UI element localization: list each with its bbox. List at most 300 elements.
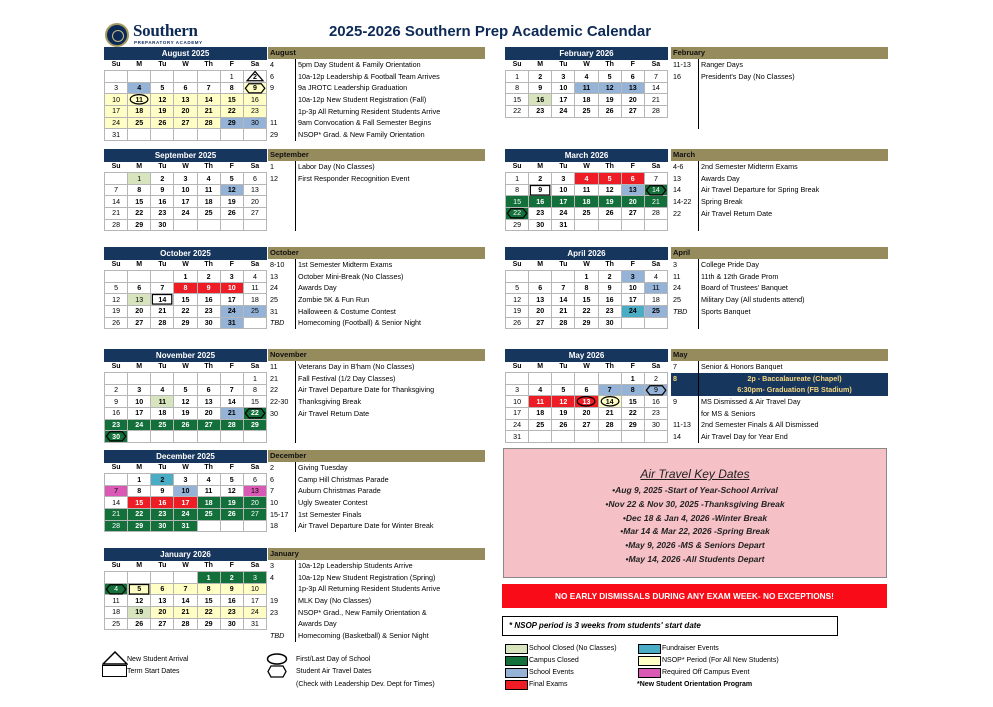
day-cell: 15	[220, 94, 243, 106]
legend-label: Fundraiser Events	[662, 645, 719, 652]
legend-label: NSOP* Period (For All New Students)	[662, 657, 779, 664]
event-row	[268, 431, 485, 443]
day-cell: 21	[552, 306, 575, 318]
empty-cell	[197, 431, 220, 443]
day-cell: 30	[151, 520, 174, 532]
events-month-header: September	[268, 149, 485, 161]
month-events	[268, 149, 485, 231]
day-cell: 14	[598, 396, 621, 408]
event-text: Air Travel Return Date	[698, 208, 888, 220]
weekday-label: Su	[512, 61, 522, 69]
month-title: October 2025	[104, 247, 267, 260]
event-date: 8-10	[270, 260, 285, 269]
day-cell: 24	[621, 306, 644, 318]
day-cell: 27	[174, 117, 197, 129]
event-text: Senior & Honors Banquet	[698, 361, 888, 373]
day-cell: 18	[151, 408, 174, 420]
day-cell: 11	[644, 282, 667, 294]
day-cell: 28	[197, 117, 220, 129]
day-cell: 29	[575, 317, 598, 329]
day-cell: 1	[128, 173, 151, 185]
day-cell: 28	[174, 618, 197, 630]
day-cell: 30	[151, 219, 174, 231]
page-title: 2025-2026 Southern Prep Academic Calendar	[328, 23, 652, 40]
weekday-label: Su	[111, 464, 121, 472]
day-cell: 31	[552, 219, 575, 231]
event-date: TBD	[270, 318, 285, 328]
day-cell: 28	[151, 317, 174, 329]
month-title: August 2025	[104, 47, 267, 60]
day-cell: 4	[575, 173, 598, 185]
day-cell: 1	[174, 271, 197, 283]
day-cell: 6	[174, 82, 197, 94]
day-cell: 10	[174, 184, 197, 196]
day-cell: 26	[598, 208, 621, 220]
day-cell: 3	[220, 271, 243, 283]
day-cell: 28	[105, 520, 128, 532]
event-date	[268, 94, 295, 106]
day-cell: 9	[197, 282, 220, 294]
event-row	[671, 271, 888, 283]
day-cell: 26	[105, 317, 128, 329]
day-cell: 29	[128, 520, 151, 532]
empty-cell	[105, 474, 128, 486]
weekday-label: W	[182, 261, 189, 269]
weekday-label: Sa	[250, 464, 260, 472]
triangle-icon	[102, 651, 128, 665]
day-cell: 6	[529, 282, 552, 294]
day-cell: 2	[151, 173, 174, 185]
day-cell: 15	[243, 396, 266, 408]
day-cell: 13	[621, 82, 644, 94]
school-logo	[105, 23, 225, 47]
month-grid	[104, 362, 267, 443]
day-cell: 30	[529, 219, 552, 231]
event-text: 10a-12p Leadership & Football Team Arrives	[295, 71, 485, 83]
day-cell: 24	[220, 306, 243, 318]
day-cell: 23	[151, 509, 174, 521]
legend-swatch	[505, 680, 528, 690]
event-text: 1st Semester Finals	[295, 509, 485, 521]
empty-cell	[128, 129, 151, 141]
day-cell: 13	[151, 595, 174, 607]
day-cell: 24	[552, 208, 575, 220]
event-date	[671, 94, 698, 106]
day-cell: 18	[575, 94, 598, 106]
event-row	[268, 419, 485, 431]
weekday-label: F	[229, 61, 234, 69]
day-cell: 14	[644, 82, 667, 94]
event-date: 13	[673, 173, 681, 183]
day-cell: 8	[128, 485, 151, 497]
empty-cell	[552, 271, 575, 283]
day-cell: 22	[621, 408, 644, 420]
day-cell: 27	[621, 106, 644, 118]
empty-cell	[220, 431, 243, 443]
event-date: 14	[673, 185, 681, 195]
day-cell: 1	[197, 572, 220, 584]
event-text	[698, 317, 888, 329]
event-row	[268, 520, 485, 532]
day-cell: 25	[575, 106, 598, 118]
event-text: President's Day (No Classes)	[698, 71, 888, 83]
empty-cell	[197, 373, 220, 385]
event-row	[268, 595, 485, 607]
day-cell: 5	[220, 173, 243, 185]
empty-cell	[621, 431, 644, 443]
month-calendar	[104, 450, 267, 532]
month-title: December 2025	[104, 450, 267, 463]
empty-cell	[105, 572, 128, 584]
month-calendar	[104, 247, 267, 329]
day-cell: 6	[197, 384, 220, 396]
circle-icon	[575, 396, 597, 407]
event-text: MS Dismissed & Air Travel Day	[698, 396, 888, 408]
event-date: 10	[270, 498, 278, 508]
day-cell: 30	[220, 618, 243, 630]
month-grid	[104, 162, 267, 231]
empty-cell	[128, 71, 151, 83]
day-cell: 1	[128, 474, 151, 486]
day-cell: 23	[644, 408, 667, 420]
day-cell: 6	[243, 173, 266, 185]
events-month-header: December	[268, 450, 485, 462]
day-cell: 27	[197, 419, 220, 431]
day-cell: 2	[529, 173, 552, 185]
day-cell: 5	[598, 173, 621, 185]
empty-cell	[506, 271, 529, 283]
empty-cell	[529, 373, 552, 385]
day-cell: 25	[128, 117, 151, 129]
event-text: College Pride Day	[698, 259, 888, 271]
day-cell: 3	[174, 474, 197, 486]
day-cell: 19	[220, 497, 243, 509]
day-cell: 14	[174, 595, 197, 607]
day-cell: 17	[552, 196, 575, 208]
day-cell: 20	[243, 196, 266, 208]
weekday-label: M	[537, 61, 544, 69]
event-row	[268, 306, 485, 318]
day-cell: 22	[506, 106, 529, 118]
day-cell: 13	[197, 396, 220, 408]
day-cell: 2	[598, 271, 621, 283]
day-cell: 14	[644, 184, 667, 196]
empty-cell	[644, 317, 667, 329]
day-cell: 19	[598, 196, 621, 208]
event-text: Giving Tuesday	[295, 462, 485, 474]
day-cell: 7	[105, 184, 128, 196]
hexagon-icon	[645, 385, 667, 396]
weekday-label: Th	[204, 562, 213, 570]
day-cell: 11	[197, 184, 220, 196]
event-row	[268, 59, 485, 71]
event-date: 23	[270, 607, 278, 617]
weekday-label: W	[182, 464, 189, 472]
legend-label: Required Off Campus Event	[662, 669, 750, 676]
day-cell: 18	[243, 294, 266, 306]
event-row	[671, 196, 888, 208]
day-cell: 23	[105, 419, 128, 431]
event-row	[268, 184, 485, 196]
key-air-travel: Student Air Travel Dates	[296, 668, 372, 675]
month-grid	[505, 162, 668, 231]
event-date: 31	[270, 306, 278, 316]
weekday-label: Tu	[559, 261, 568, 269]
hexagon-icon	[105, 584, 127, 595]
event-row	[671, 419, 888, 431]
empty-cell	[197, 129, 220, 141]
day-cell: 24	[506, 419, 529, 431]
empty-cell	[575, 219, 598, 231]
day-cell: 23	[598, 306, 621, 318]
day-cell: 21	[197, 106, 220, 118]
empty-cell	[197, 219, 220, 231]
weekday-label: Su	[512, 363, 522, 371]
event-row	[671, 317, 888, 329]
event-date: 21	[270, 373, 278, 383]
event-row	[671, 208, 888, 220]
event-date: 22-30	[270, 397, 289, 407]
day-cell: 24	[174, 208, 197, 220]
event-text: 2p - Baccalaureate (Chapel)	[698, 373, 888, 385]
weekday-label: Tu	[158, 163, 167, 171]
event-text: Spring Break	[698, 196, 888, 208]
day-cell: 4	[529, 384, 552, 396]
day-cell: 10	[506, 396, 529, 408]
month-title: February 2026	[505, 47, 668, 60]
weekday-label: Th	[605, 61, 614, 69]
empty-cell	[529, 271, 552, 283]
day-cell: 13	[243, 184, 266, 196]
month-calendar	[104, 349, 267, 443]
event-row	[268, 583, 485, 595]
day-cell: 5	[506, 282, 529, 294]
day-cell: 13	[621, 184, 644, 196]
empty-cell	[197, 520, 220, 532]
event-row	[671, 408, 888, 420]
day-cell: 10	[220, 282, 243, 294]
events-month-header: October	[268, 247, 485, 259]
day-cell: 17	[174, 497, 197, 509]
empty-cell	[243, 520, 266, 532]
event-text: 1st Semester Midterm Exams	[295, 259, 485, 271]
day-cell: 16	[151, 497, 174, 509]
day-cell: 20	[243, 497, 266, 509]
event-date: 22	[270, 385, 278, 395]
day-cell: 11	[105, 595, 128, 607]
day-cell: 21	[644, 196, 667, 208]
day-cell: 22	[128, 509, 151, 521]
event-row	[268, 485, 485, 497]
events-month-header: February	[671, 47, 888, 59]
day-cell: 7	[644, 71, 667, 83]
weekday-label: Su	[111, 163, 121, 171]
event-date: 13	[270, 271, 278, 281]
day-cell: 27	[243, 509, 266, 521]
event-text: 10a-12p New Student Registration (Fall)	[295, 94, 485, 106]
day-cell: 8	[197, 583, 220, 595]
event-date	[268, 419, 295, 431]
day-cell: 29	[197, 618, 220, 630]
day-cell: 25	[529, 419, 552, 431]
event-date: 7	[673, 362, 677, 371]
day-cell: 19	[552, 408, 575, 420]
weekday-label: F	[630, 61, 635, 69]
day-cell: 29	[220, 117, 243, 129]
events-month-header: April	[671, 247, 888, 259]
month-calendar	[505, 47, 668, 118]
event-row	[671, 161, 888, 173]
day-cell: 26	[552, 419, 575, 431]
empty-cell	[220, 219, 243, 231]
day-cell: 16	[105, 408, 128, 420]
weekday-label: M	[136, 363, 143, 371]
event-text: 6:30pm- Graduation (FB Stadium)	[698, 384, 888, 396]
day-cell: 20	[575, 408, 598, 420]
day-cell: 4	[105, 583, 128, 595]
day-cell: 20	[621, 94, 644, 106]
empty-cell	[598, 219, 621, 231]
day-cell: 14	[220, 396, 243, 408]
day-cell: 3	[105, 82, 128, 94]
event-date: 12	[270, 173, 278, 183]
weekday-label: Tu	[559, 363, 568, 371]
empty-cell	[128, 373, 151, 385]
key-first-last: First/Last Day of School	[296, 656, 371, 663]
day-cell: 5	[220, 474, 243, 486]
day-cell: 7	[105, 485, 128, 497]
event-row	[671, 173, 888, 185]
month-events	[671, 349, 888, 443]
empty-cell	[506, 373, 529, 385]
day-cell: 5	[105, 282, 128, 294]
day-cell: 5	[552, 384, 575, 396]
event-text: Air Travel Departure Date for Thanksgiving	[295, 384, 485, 396]
day-cell: 4	[151, 384, 174, 396]
day-cell: 29	[174, 317, 197, 329]
day-cell: 21	[105, 509, 128, 521]
day-cell: 16	[529, 196, 552, 208]
day-cell: 22	[128, 208, 151, 220]
legend-label: *New Student Orientation Program	[637, 681, 753, 688]
weekday-label: M	[136, 261, 143, 269]
day-cell: 14	[105, 497, 128, 509]
event-date	[268, 196, 295, 208]
month-grid	[505, 362, 668, 443]
day-cell: 4	[128, 82, 151, 94]
day-cell: 24	[105, 117, 128, 129]
day-cell: 6	[575, 384, 598, 396]
weekday-label: Su	[111, 61, 121, 69]
weekday-label: Su	[512, 261, 522, 269]
event-text: First Responder Recognition Event	[295, 173, 485, 185]
event-row	[671, 219, 888, 231]
event-date: 9	[270, 83, 274, 93]
legend-swatch	[638, 644, 661, 654]
day-cell: 26	[151, 117, 174, 129]
event-date: 14	[673, 432, 681, 442]
day-cell: 27	[529, 317, 552, 329]
weekday-label: Th	[605, 163, 614, 171]
month-title: January 2026	[104, 548, 267, 561]
weekday-label: F	[229, 261, 234, 269]
day-cell: 15	[174, 294, 197, 306]
weekday-label: Tu	[158, 363, 167, 371]
event-row	[268, 317, 485, 329]
day-cell: 18	[529, 408, 552, 420]
day-cell: 24	[128, 419, 151, 431]
day-cell: 23	[220, 607, 243, 619]
month-events	[268, 349, 485, 443]
day-cell: 27	[128, 317, 151, 329]
day-cell: 23	[529, 106, 552, 118]
event-date	[268, 208, 295, 220]
box-icon	[102, 665, 127, 677]
day-cell: 12	[105, 294, 128, 306]
box-icon	[529, 185, 551, 196]
event-row	[268, 462, 485, 474]
event-text	[698, 94, 888, 106]
day-cell: 27	[243, 208, 266, 220]
day-cell: 30	[105, 431, 128, 443]
event-date: 3	[673, 260, 677, 269]
day-cell: 26	[598, 106, 621, 118]
day-cell: 31	[506, 431, 529, 443]
event-row	[268, 208, 485, 220]
air-travel-item: •May 14, 2026 -All Students Depart	[625, 553, 765, 564]
event-row	[671, 184, 888, 196]
day-cell: 13	[174, 94, 197, 106]
weekday-label: Sa	[250, 163, 260, 171]
empty-cell	[151, 271, 174, 283]
weekday-label: F	[229, 163, 234, 171]
event-date: 11	[270, 362, 278, 371]
event-date: 4	[270, 60, 274, 69]
day-cell: 21	[598, 408, 621, 420]
month-events	[671, 247, 888, 329]
day-cell: 31	[243, 618, 266, 630]
weekday-label: Th	[204, 464, 213, 472]
event-text: Ugly Sweater Contest	[295, 497, 485, 509]
weekday-label: Sa	[651, 261, 661, 269]
day-cell: 9	[151, 485, 174, 497]
event-text: Halloween & Costume Contest	[295, 306, 485, 318]
weekday-label: F	[630, 363, 635, 371]
event-text: Board of Trustees' Banquet	[698, 282, 888, 294]
day-cell: 25	[243, 306, 266, 318]
day-cell: 15	[128, 196, 151, 208]
day-cell: 16	[243, 94, 266, 106]
event-row	[268, 560, 485, 572]
legend-label: Final Exams	[529, 681, 568, 688]
weekday-label: Tu	[158, 562, 167, 570]
nsop-note: * NSOP period is 3 weeks from students' start date	[502, 616, 838, 636]
day-cell: 10	[552, 184, 575, 196]
day-cell: 30	[197, 317, 220, 329]
event-text: Veterans Day in B'ham (No Classes)	[295, 361, 485, 373]
day-cell: 7	[174, 583, 197, 595]
month-calendar	[104, 548, 267, 630]
day-cell: 11	[575, 184, 598, 196]
day-cell: 14	[105, 196, 128, 208]
event-text	[295, 431, 485, 443]
day-cell: 16	[598, 294, 621, 306]
event-text	[698, 117, 888, 129]
event-row	[671, 306, 888, 318]
weekday-label: Tu	[158, 464, 167, 472]
day-cell: 31	[105, 129, 128, 141]
event-date: 25	[673, 295, 681, 305]
